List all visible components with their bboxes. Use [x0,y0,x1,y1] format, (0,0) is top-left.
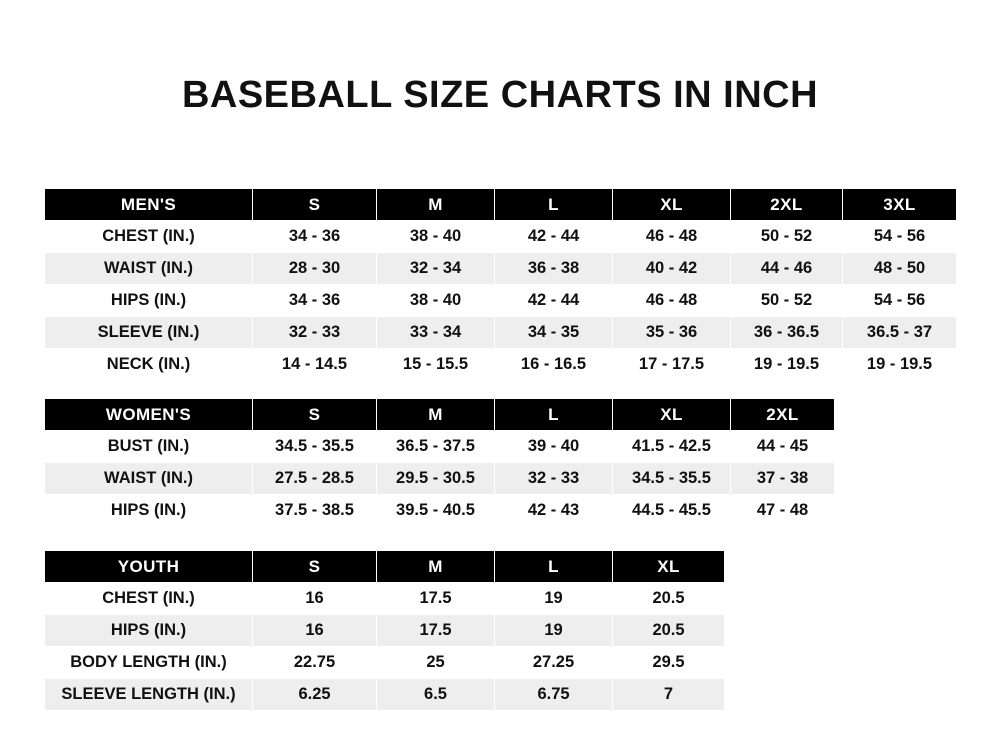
table-header-cell: S [253,399,377,431]
table-header-cell: M [377,189,495,221]
table-cell: 36.5 - 37.5 [377,431,495,463]
table-cell: 38 - 40 [377,285,495,317]
table-row [45,583,725,615]
table-cell: 14 - 14.5 [253,349,377,381]
table-header-cell: M [377,399,495,431]
row-label: SLEEVE (IN.) [45,317,253,349]
table-header-cell: XL [613,189,731,221]
table-cell: 38 - 40 [377,221,495,253]
table-header-cell: 3XL [843,189,957,221]
table-cell: 16 [253,615,377,647]
table-row [45,495,835,527]
table-header-cell: MEN'S [45,189,253,221]
table-header-cell: WOMEN'S [45,399,253,431]
table-row [45,285,957,317]
table-cell: 6.5 [377,679,495,711]
table-header-cell: M [377,551,495,583]
table-cell: 42 - 44 [495,221,613,253]
table-header-row [45,189,957,221]
row-label: WAIST (IN.) [45,463,253,495]
table-cell: 27.5 - 28.5 [253,463,377,495]
table-cell: 27.25 [495,647,613,679]
row-label: WAIST (IN.) [45,253,253,285]
table-cell: 34.5 - 35.5 [253,431,377,463]
table-cell: 20.5 [613,583,725,615]
table-row [45,647,725,679]
table-header-cell: XL [613,399,731,431]
row-label: NECK (IN.) [45,349,253,381]
row-label: CHEST (IN.) [45,583,253,615]
table-cell: 19 - 19.5 [843,349,957,381]
table-cell: 28 - 30 [253,253,377,285]
row-label: BUST (IN.) [45,431,253,463]
table-cell: 37.5 - 38.5 [253,495,377,527]
table-cell: 48 - 50 [843,253,957,285]
table-cell: 36 - 38 [495,253,613,285]
table-cell: 44.5 - 45.5 [613,495,731,527]
table-cell: 42 - 43 [495,495,613,527]
table-cell: 50 - 52 [731,221,843,253]
table-header-cell: 2XL [731,399,835,431]
table-cell: 32 - 34 [377,253,495,285]
table-cell: 6.75 [495,679,613,711]
table-cell: 41.5 - 42.5 [613,431,731,463]
table-header-cell: XL [613,551,725,583]
table-cell: 17.5 [377,615,495,647]
table-cell: 25 [377,647,495,679]
table-cell: 16 - 16.5 [495,349,613,381]
table-cell: 46 - 48 [613,221,731,253]
table-cell: 40 - 42 [613,253,731,285]
table-cell: 34 - 36 [253,221,377,253]
table-header-cell: S [253,551,377,583]
table-cell: 37 - 38 [731,463,835,495]
row-label: HIPS (IN.) [45,615,253,647]
table-cell: 39.5 - 40.5 [377,495,495,527]
table-cell: 34 - 36 [253,285,377,317]
table-cell: 19 - 19.5 [731,349,843,381]
table-cell: 39 - 40 [495,431,613,463]
table-cell: 20.5 [613,615,725,647]
table-cell: 46 - 48 [613,285,731,317]
table-row [45,463,835,495]
page-title: BASEBALL SIZE CHARTS IN INCH [181,74,819,116]
table-header-row [45,551,725,583]
table-cell: 17 - 17.5 [613,349,731,381]
table-cell: 44 - 46 [731,253,843,285]
table-cell: 35 - 36 [613,317,731,349]
table-cell: 15 - 15.5 [377,349,495,381]
table-row [45,349,957,381]
table-header-cell: L [495,189,613,221]
row-label: CHEST (IN.) [45,221,253,253]
mens-size-table [44,188,957,381]
table-cell: 19 [495,583,613,615]
table-cell: 22.75 [253,647,377,679]
table-header-row [45,399,835,431]
table-cell: 34.5 - 35.5 [613,463,731,495]
table-row [45,679,725,711]
table-row [45,317,957,349]
table-row [45,431,835,463]
table-cell: 33 - 34 [377,317,495,349]
row-label: HIPS (IN.) [45,495,253,527]
table-header-cell: S [253,189,377,221]
table-header-cell: L [495,551,613,583]
table-cell: 54 - 56 [843,285,957,317]
table-cell: 7 [613,679,725,711]
table-cell: 47 - 48 [731,495,835,527]
table-cell: 44 - 45 [731,431,835,463]
table-cell: 17.5 [377,583,495,615]
table-cell: 32 - 33 [253,317,377,349]
table-cell: 29.5 [613,647,725,679]
youth-size-table [44,550,725,711]
table-header-cell: 2XL [731,189,843,221]
table-cell: 19 [495,615,613,647]
table-cell: 16 [253,583,377,615]
row-label: BODY LENGTH (IN.) [45,647,253,679]
table-row [45,221,957,253]
table-cell: 29.5 - 30.5 [377,463,495,495]
row-label: SLEEVE LENGTH (IN.) [45,679,253,711]
table-header-cell: YOUTH [45,551,253,583]
table-cell: 6.25 [253,679,377,711]
table-cell: 32 - 33 [495,463,613,495]
row-label: HIPS (IN.) [45,285,253,317]
table-row [45,253,957,285]
table-cell: 54 - 56 [843,221,957,253]
table-cell: 42 - 44 [495,285,613,317]
table-cell: 50 - 52 [731,285,843,317]
table-header-cell: L [495,399,613,431]
table-cell: 36.5 - 37 [843,317,957,349]
table-cell: 36 - 36.5 [731,317,843,349]
table-cell: 34 - 35 [495,317,613,349]
table-row [45,615,725,647]
womens-size-table [44,398,835,527]
